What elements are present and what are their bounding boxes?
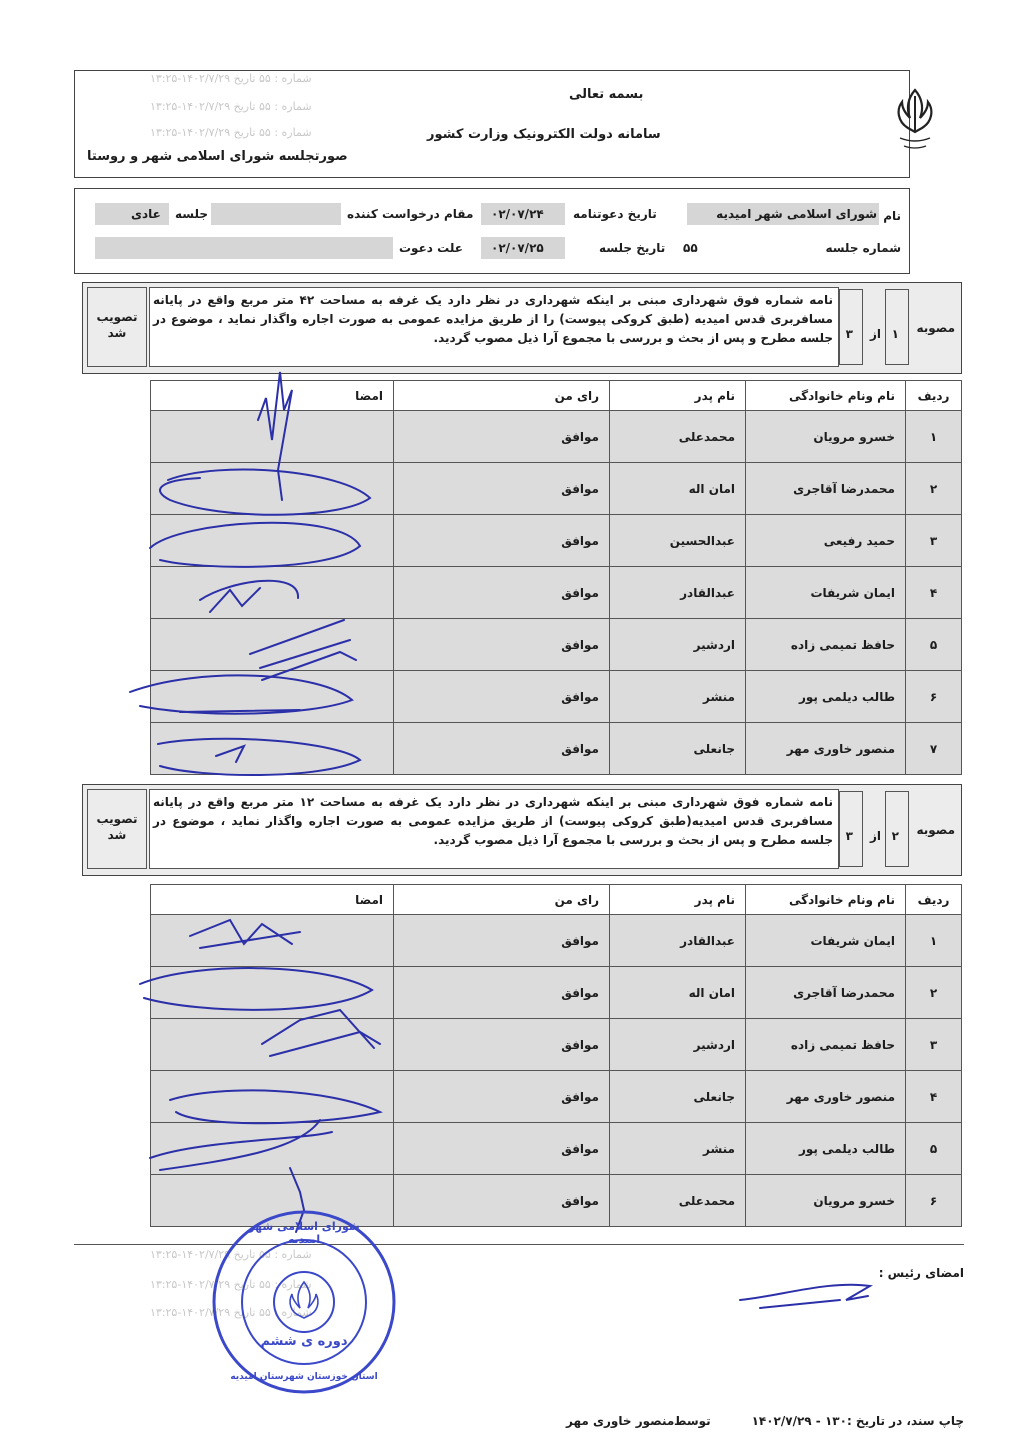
resolution-1 xyxy=(82,282,962,374)
resolution-status: تصویب شد xyxy=(96,812,138,842)
watermark-line: شماره : ۵۵ تاریخ ۱۴۰۲/۷/۲۹-۱۳:۲۵ xyxy=(150,126,312,139)
vote-value: موافق xyxy=(394,723,610,775)
father-name: عبدالقادر xyxy=(610,915,746,967)
father-name: عبدالحسین xyxy=(610,515,746,567)
signature-cell xyxy=(151,1123,394,1175)
table-row xyxy=(151,463,962,515)
row-number: ۲ xyxy=(906,967,962,1019)
watermark-line: شماره : ۵۵ تاریخ ۱۴۰۲/۷/۲۹-۱۳:۲۵ xyxy=(150,1248,312,1261)
signature-cell xyxy=(151,1071,394,1123)
member-name: حافظ تمیمی زاده xyxy=(746,619,906,671)
father-name: منشر xyxy=(610,671,746,723)
col-row-number: ردیف xyxy=(906,885,962,915)
watermark-line: شماره : ۵۵ تاریخ ۱۴۰۲/۷/۲۹-۱۳:۲۵ xyxy=(150,1278,312,1291)
row-number: ۳ xyxy=(906,1019,962,1071)
signature-cell xyxy=(151,619,394,671)
seal-bottom-text: استان خوزستان شهرستان امیدیه xyxy=(230,1372,378,1382)
vote-value: موافق xyxy=(394,1175,610,1227)
name-value: شورای اسلامی شهر امیدیه xyxy=(716,207,877,221)
signature-cell xyxy=(151,915,394,967)
signature-cell xyxy=(151,671,394,723)
resolution-total: ۳ xyxy=(845,327,853,341)
member-name: حمید رفیعی xyxy=(746,515,906,567)
vote-value: موافق xyxy=(394,1123,610,1175)
session-date-value: ۰۲/۰۷/۲۵ xyxy=(491,241,544,255)
father-name: عبدالقادر xyxy=(610,567,746,619)
col-full-name: نام ونام خانوادگی xyxy=(746,381,906,411)
table-row xyxy=(151,967,962,1019)
member-name: محمدرضا آقاجری xyxy=(746,463,906,515)
session-type-value: عادی xyxy=(131,207,161,221)
member-name: طالب دیلمی پور xyxy=(746,1123,906,1175)
resolution-index: ۱ xyxy=(891,327,899,341)
member-name: محمدرضا آقاجری xyxy=(746,967,906,1019)
vote-value: موافق xyxy=(394,619,610,671)
table-row xyxy=(151,411,962,463)
name-label: نام xyxy=(883,209,901,223)
seal-top-text: شورای اسلامی شهر امیدیه xyxy=(248,1220,360,1246)
col-father-name: نام پدر xyxy=(610,381,746,411)
council-seal xyxy=(208,1206,400,1398)
row-number: ۳ xyxy=(906,515,962,567)
printed-by-value: منصور خاوری مهر xyxy=(566,1414,675,1428)
table-row xyxy=(151,1123,962,1175)
session-label: جلسه xyxy=(175,207,209,221)
table-row xyxy=(151,567,962,619)
resolution-index: ۲ xyxy=(891,829,899,843)
signature-cell xyxy=(151,967,394,1019)
vote-value: موافق xyxy=(394,967,610,1019)
row-number: ۶ xyxy=(906,1175,962,1227)
signature-cell xyxy=(151,723,394,775)
col-signature: امضا xyxy=(151,885,394,915)
father-name: اردشیر xyxy=(610,1019,746,1071)
requester-label: مقام درخواست کننده xyxy=(347,207,474,221)
vote-value: موافق xyxy=(394,411,610,463)
session-info-box xyxy=(74,188,910,274)
watermark-line: شماره : ۵۵ تاریخ ۱۴۰۲/۷/۲۹-۱۳:۲۵ xyxy=(150,1306,312,1319)
iran-emblem-icon xyxy=(880,82,950,152)
resolution-2 xyxy=(82,784,962,876)
table-row xyxy=(151,1071,962,1123)
row-number: ۷ xyxy=(906,723,962,775)
row-number: ۱ xyxy=(906,411,962,463)
system-title: سامانه دولت الکترونیک وزارت کشور xyxy=(427,127,661,142)
print-date-label: چاپ سند، در تاریخ :۱۳۰ - ۱۴۰۲/۷/۲۹ xyxy=(751,1414,964,1428)
col-full-name: نام ونام خانوادگی xyxy=(746,885,906,915)
resolution-status: تصویب شد xyxy=(96,310,138,340)
member-name: خسرو مرویان xyxy=(746,1175,906,1227)
vote-value: موافق xyxy=(394,567,610,619)
father-name: منشر xyxy=(610,1123,746,1175)
row-number: ۴ xyxy=(906,1071,962,1123)
father-name: امان اله xyxy=(610,967,746,1019)
member-name: منصور خاوری مهر xyxy=(746,1071,906,1123)
table-row xyxy=(151,671,962,723)
member-name: ایمان شریفات xyxy=(746,567,906,619)
watermark-line: شماره : ۵۵ تاریخ ۱۴۰۲/۷/۲۹-۱۳:۲۵ xyxy=(150,100,312,113)
table-row xyxy=(151,619,962,671)
table-row xyxy=(151,915,962,967)
vote-value: موافق xyxy=(394,915,610,967)
row-number: ۵ xyxy=(906,1123,962,1175)
votes-table-2 xyxy=(150,884,962,1227)
invite-reason-label: علت دعوت xyxy=(399,241,463,255)
col-vote: رای من xyxy=(394,381,610,411)
member-name: خسرو مرویان xyxy=(746,411,906,463)
resolution-text: نامه شماره فوق شهرداری مبنی بر اینکه شهرداری در نظر دارد یک غرفه به مساحت ۱۲ متر مربع واقع در پایانه مسافربری قدس امیدیه(طبق کروکی پیوست) از طریق مزایده عمومی به صورت اجاره واگذار نماید ، موضوع در جلسه مطرح و پس از بحث و بررسی با مجموع آرا ذیل مصوب گردید. xyxy=(153,795,833,847)
vote-value: موافق xyxy=(394,1071,610,1123)
signature-cell xyxy=(151,515,394,567)
bismillah: بسمه تعالی xyxy=(569,87,644,102)
father-name: اردشیر xyxy=(610,619,746,671)
resolution-label: مصوبه xyxy=(916,823,955,837)
invite-reason-field xyxy=(95,237,393,259)
resolution-total: ۳ xyxy=(845,829,853,843)
session-number-label: شماره جلسه xyxy=(825,241,901,255)
session-date-label: تاریخ جلسه xyxy=(599,241,666,255)
col-row-number: ردیف xyxy=(906,381,962,411)
col-vote: رای من xyxy=(394,885,610,915)
seal-center-text: دوره ی ششم xyxy=(260,1334,348,1349)
member-name: حافظ تمیمی زاده xyxy=(746,1019,906,1071)
table-row xyxy=(151,723,962,775)
row-number: ۱ xyxy=(906,915,962,967)
row-number: ۶ xyxy=(906,671,962,723)
votes-table-1 xyxy=(150,380,962,775)
father-name: جانعلی xyxy=(610,1071,746,1123)
member-name: منصور خاوری مهر xyxy=(746,723,906,775)
table-row xyxy=(151,1019,962,1071)
invite-date-value: ۰۲/۰۷/۲۴ xyxy=(491,207,544,221)
watermark-line: شماره : ۵۵ تاریخ ۱۴۰۲/۷/۲۹-۱۳:۲۵ xyxy=(150,72,312,85)
document-header xyxy=(74,70,910,178)
member-name: ایمان شریفات xyxy=(746,915,906,967)
resolution-of: از xyxy=(869,829,881,843)
vote-value: موافق xyxy=(394,515,610,567)
father-name: محمدعلی xyxy=(610,411,746,463)
resolution-text: نامه شماره فوق شهرداری مبنی بر اینکه شهرداری در نظر دارد یک غرفه به مساحت ۴۲ متر مربع واقع در پایانه مسافربری قدس امیدیه (طبق کروکی پیوست) را از طریق مزایده عمومی به صورت اجاره واگذار نماید ، موضوع در جلسه مطرح و پس از بحث و بررسی با مجموع آرا ذیل مصوب گردید. xyxy=(153,293,833,345)
father-name: محمدعلی xyxy=(610,1175,746,1227)
signature-cell xyxy=(151,411,394,463)
chairman-signature-label: امضای رئیس : xyxy=(878,1266,964,1280)
resolution-label: مصوبه xyxy=(916,321,955,335)
document-title: صورتجلسه شورای اسلامی شهر و روستا xyxy=(87,149,348,164)
vote-value: موافق xyxy=(394,463,610,515)
signature-cell xyxy=(151,567,394,619)
requester-field xyxy=(211,203,341,225)
table-row xyxy=(151,515,962,567)
signature-mark xyxy=(740,1285,870,1308)
member-name: طالب دیلمی پور xyxy=(746,671,906,723)
vote-value: موافق xyxy=(394,1019,610,1071)
signature-cell xyxy=(151,463,394,515)
resolution-of: از xyxy=(869,327,881,341)
row-number: ۵ xyxy=(906,619,962,671)
session-number-value: ۵۵ xyxy=(683,241,698,255)
father-name: جانعلی xyxy=(610,723,746,775)
vote-value: موافق xyxy=(394,671,610,723)
row-number: ۴ xyxy=(906,567,962,619)
printed-by-label: توسط xyxy=(674,1414,711,1428)
father-name: امان اله xyxy=(610,463,746,515)
row-number: ۲ xyxy=(906,463,962,515)
invite-date-label: تاریخ دعوتنامه xyxy=(573,207,657,221)
signature-cell xyxy=(151,1019,394,1071)
col-signature: امضا xyxy=(151,381,394,411)
col-father-name: نام پدر xyxy=(610,885,746,915)
